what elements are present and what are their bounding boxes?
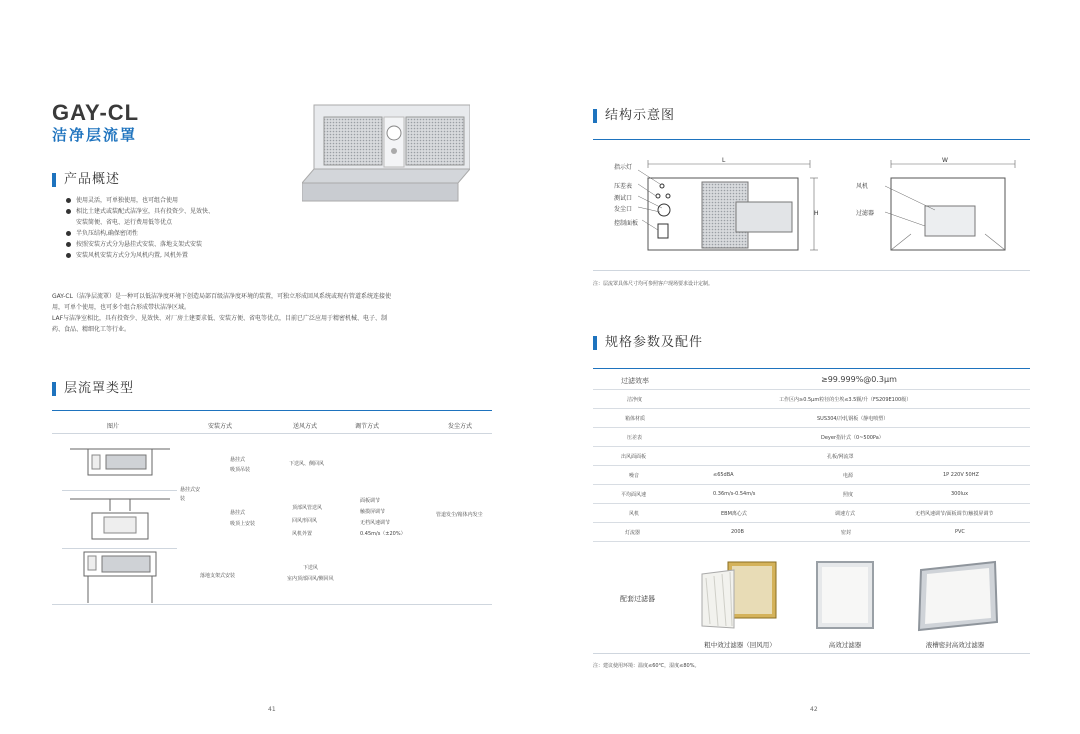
col-header-install: 安装方式: [207, 423, 232, 430]
spec-key: 洁净度: [627, 397, 643, 403]
row1-install: 悬挂式 吸顶吊装: [230, 457, 251, 473]
spec-key: 电源: [843, 473, 854, 479]
spec-key: 箱体材质: [625, 416, 646, 422]
spec-key: 密封: [841, 530, 852, 536]
type-image-3: [70, 550, 170, 605]
spec-row: [593, 409, 1030, 428]
spec-bottom-rule: [593, 653, 1030, 654]
filter-caption-1: 粗中效过滤器（回风用）: [704, 641, 776, 649]
description-line: 药、食品、精细化工等行业。: [52, 326, 131, 333]
row2-supply: 顶部风管送风 回风形回风 风机外置: [292, 505, 323, 537]
list-item: 半负压结构,确保密闭性: [66, 228, 214, 239]
label-W: W: [942, 157, 948, 164]
row3-supply: 下送风 室内顶部回风/侧回风: [287, 565, 334, 582]
install-group: 悬挂式安装: [180, 487, 201, 502]
description-line: GAY-CL（洁净层流罩）是一种可以低洁净度环境下创造局部百级洁净度环境的装置，可独立形成回风系统或现有管道系统连接使: [52, 293, 391, 300]
spec-key: 出风面面板: [621, 454, 647, 460]
spec-row: [593, 485, 1030, 504]
header-rule: [52, 433, 492, 434]
spec-value: PVC: [955, 529, 965, 535]
front-view-diagram: [600, 150, 825, 258]
spec-key: 灯流器: [625, 530, 641, 536]
spec-key: 过滤效率: [621, 377, 649, 385]
structure-note: 注：层流罩具体尺寸均可参照客户现场要求设计定制。: [593, 281, 714, 287]
overview-heading: 产品概述: [52, 168, 120, 187]
col-header-dust: 发尘方式: [447, 423, 472, 430]
description-line: LAF与洁净室相比，具有投资少、见效快、对厂房土建要求低、安装方便、省电等优点，目前已广泛应用于精密机械、电子、制: [52, 315, 388, 322]
label-fan: 风机: [856, 183, 869, 190]
product-name: 洁净层流罩: [52, 126, 138, 144]
description-line: 用，可单个使用，也可多个组合形成带状洁净区域。: [52, 304, 191, 311]
spec-value: 300lux: [951, 491, 969, 497]
spec-row: [593, 504, 1030, 523]
dust-method: 管道发尘/箱体内发尘: [436, 512, 483, 518]
label-dust-port: 发尘口: [614, 206, 633, 213]
spec-key: 照度: [843, 492, 854, 498]
list-item: 使用灵活，可单独使用，也可组合使用: [66, 195, 214, 206]
filters-label: 配套过滤器: [620, 595, 655, 603]
col-header-adjust: 调节方式: [354, 423, 379, 430]
table-top-rule: [52, 410, 492, 411]
heading-accent: [593, 109, 597, 123]
spec-value: 无档风速调节/面板调节/触摸屏调节: [915, 511, 994, 517]
spec-value: 200B: [731, 529, 744, 535]
spec-value: 工作区内≥0.5μm粒径的尘埃≤3.5颗/升（FS209E100级）: [779, 397, 912, 403]
label-filter: 过滤器: [856, 210, 875, 217]
structure-top-rule: [593, 139, 1030, 140]
filter-caption-2: 高效过滤器: [828, 641, 862, 649]
spec-value: SUS304/冷轧钢板（静电喷塑）: [817, 416, 889, 422]
spec-row: [593, 466, 1030, 485]
spec-row: [593, 523, 1030, 542]
list-item: 安装风机安装方式分为风机内置, 风机外置: [66, 250, 214, 261]
spec-value: 1P 220V 50HZ: [943, 472, 979, 478]
filter-photo-gel-seal: [915, 560, 1000, 632]
product-photo: [302, 103, 470, 203]
heading-accent: [593, 336, 597, 350]
list-item: 安装简便、省电、运行费用低等优点: [76, 219, 173, 226]
row-rule: [62, 548, 177, 549]
page-number-left: 41: [268, 706, 276, 713]
table-bottom-rule: [52, 604, 492, 605]
structure-bottom-rule: [593, 270, 1030, 271]
spec-key: 调速方式: [835, 511, 856, 517]
spec-value: 孔板/网流罩: [827, 454, 854, 460]
heading-accent: [52, 173, 56, 187]
row3-install: 落地支架式安装: [200, 573, 236, 579]
filter-caption-3: 液槽密封高效过滤器: [925, 641, 985, 649]
type-image-2: [70, 495, 170, 545]
spec-row: [593, 428, 1030, 447]
spec-row: [593, 369, 1030, 390]
overview-bullets: [66, 195, 214, 261]
col-header-image: 图片: [106, 423, 119, 430]
spec-key: 噪音: [629, 473, 640, 479]
label-pressure-gauge: 压差表: [614, 183, 633, 190]
row2-install: 悬挂式 吸顶上安装: [230, 510, 256, 527]
structure-heading: 结构示意图: [593, 104, 675, 123]
label-test-port: 测试口: [614, 195, 633, 202]
spec-key: 压差表: [627, 435, 643, 441]
spec-heading: 规格参数及配件: [593, 331, 703, 350]
spec-value: 0.36m/s-0.54m/s: [713, 491, 756, 497]
spec-value: ≥99.999%@0.3μm: [821, 375, 897, 384]
description: [52, 291, 391, 335]
spec-key: 平均面风速: [621, 492, 647, 498]
col-header-supply: 送风方式: [292, 423, 317, 430]
label-L: L: [722, 157, 726, 164]
row1-supply: 下送风、侧回风: [289, 461, 325, 467]
label-H: H: [814, 210, 819, 217]
type-image-1: [70, 443, 170, 483]
model-title: GAY-CL: [52, 100, 140, 125]
list-item: 相比土建式或装配式洁净室，具有投资少、见效快、: [66, 206, 214, 217]
spec-row: [593, 390, 1030, 409]
heading-accent: [52, 382, 56, 396]
types-heading: 层流罩类型: [52, 377, 134, 396]
usage-note: 注：建议使用环境：温度≤60℃，湿度≤80%。: [593, 663, 700, 669]
spec-value: EBM离心式: [721, 511, 747, 517]
spec-row: [593, 447, 1030, 466]
label-indicator: 指示灯: [614, 164, 633, 171]
filter-photo-medium: [700, 558, 780, 633]
adjust-method: 面板调节 触摸屏调节 无档风速调节 0.45m/s（±20%）: [360, 498, 406, 537]
filter-photo-hepa: [815, 560, 875, 630]
spec-value: Deyer指针式（0~500Pa）: [821, 435, 884, 441]
page-number-right: 42: [810, 706, 818, 713]
spec-value: ≤65dBA: [713, 472, 734, 478]
side-view-diagram: [885, 150, 1025, 258]
list-item: 按照安装方式分为悬挂式安装、落地支架式安装: [66, 239, 214, 250]
spec-key: 风机: [629, 511, 640, 517]
row-rule: [62, 490, 177, 491]
label-control-panel: 控制面板: [614, 220, 639, 227]
